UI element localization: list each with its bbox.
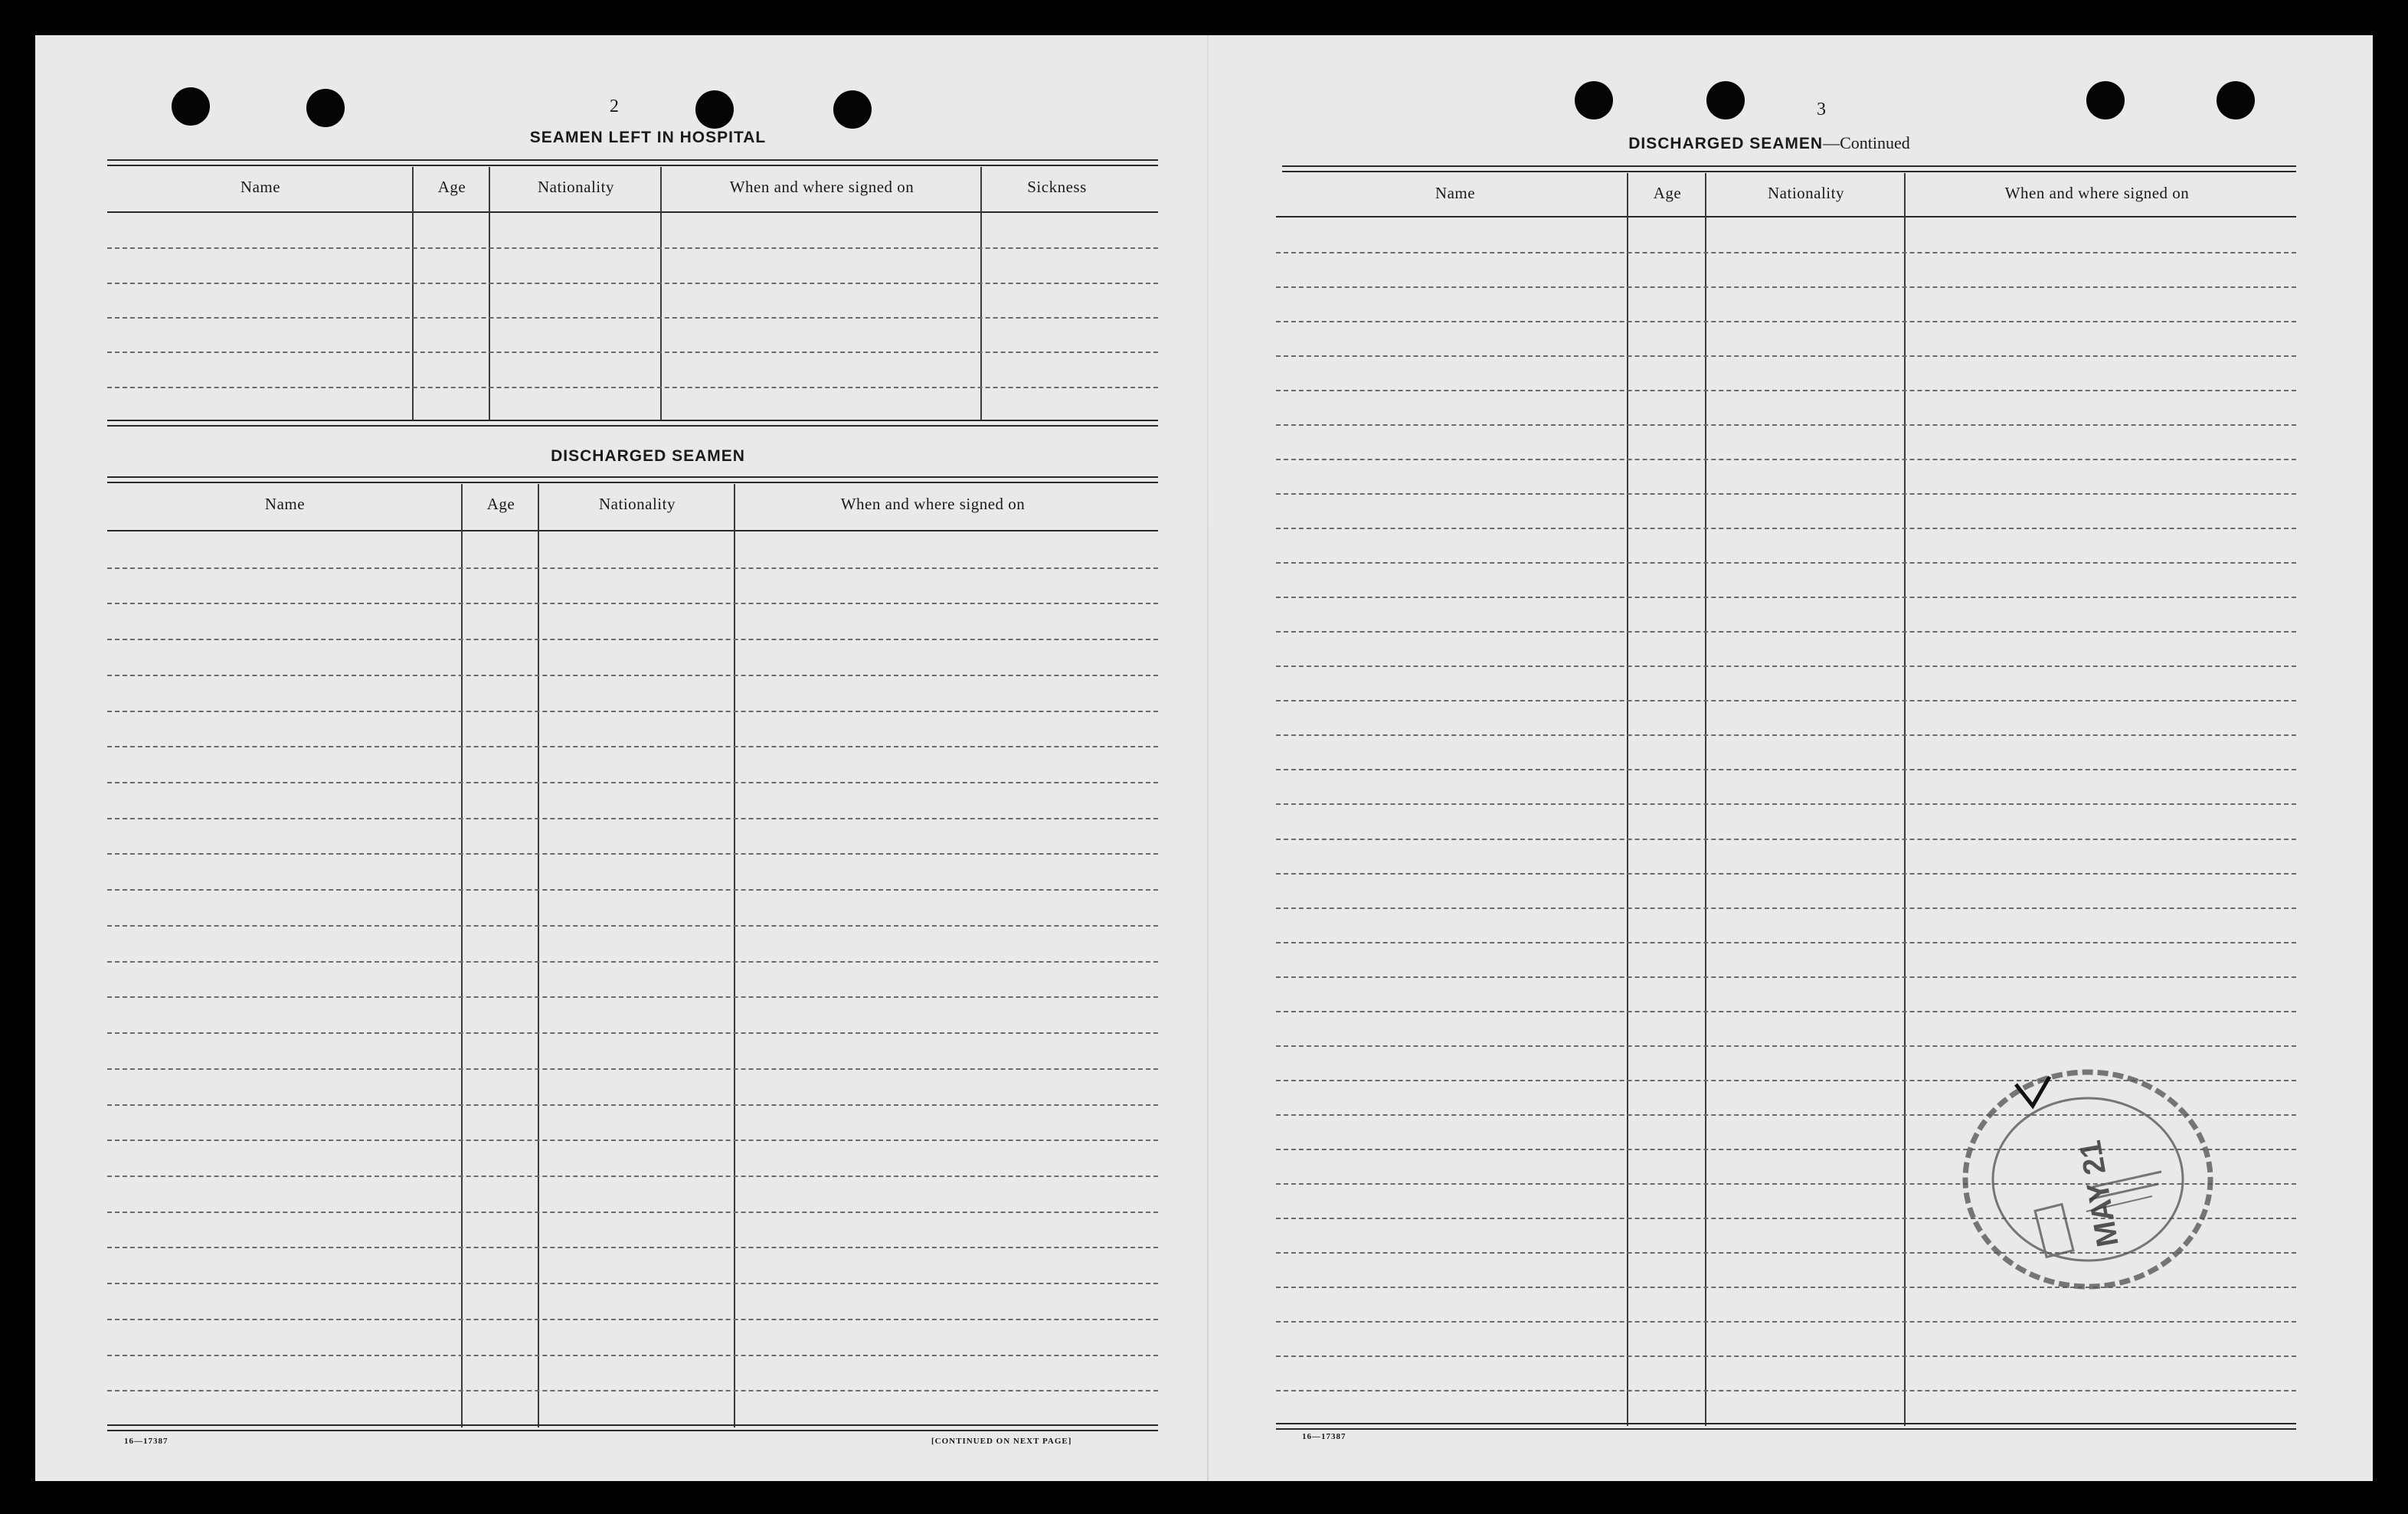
row-rule xyxy=(107,782,1158,783)
row-rule xyxy=(1276,942,2296,943)
hospital-col-signed-on: When and where signed on xyxy=(729,178,914,196)
discharged-col-name: Name xyxy=(264,495,306,513)
punch-hole xyxy=(1706,81,1745,119)
form-code: 16—17387 xyxy=(124,1437,168,1446)
row-rule xyxy=(1276,459,2296,460)
continued-note: [CONTINUED ON NEXT PAGE] xyxy=(931,1437,1072,1446)
row-rule xyxy=(1276,734,2296,736)
row-rule xyxy=(107,283,1158,284)
row-rule xyxy=(107,1355,1158,1356)
discharged-bottom-rule xyxy=(107,1424,1158,1431)
hospital-col-nationality: Nationality xyxy=(538,178,614,196)
discharged-top-rule xyxy=(107,476,1158,483)
row-rule xyxy=(1276,1321,2296,1323)
row-rule xyxy=(107,675,1158,676)
row-rule xyxy=(1276,528,2296,529)
row-rule xyxy=(107,925,1158,927)
punch-hole xyxy=(833,90,872,129)
punch-hole xyxy=(2217,81,2255,119)
row-rule xyxy=(1276,597,2296,598)
discharged-col-nationality: Nationality xyxy=(1768,184,1844,202)
row-rule xyxy=(107,853,1158,855)
row-rule xyxy=(107,567,1158,569)
hospital-col-age: Age xyxy=(437,178,466,196)
row-rule xyxy=(1276,355,2296,357)
row-rule xyxy=(107,889,1158,891)
row-rule xyxy=(107,1068,1158,1070)
row-rule xyxy=(1276,321,2296,322)
row-rule xyxy=(107,387,1158,388)
discharged-col-signed-on: When and where signed on xyxy=(2004,184,2190,202)
discharged-continued-title xyxy=(1539,133,1999,153)
row-rule xyxy=(107,996,1158,998)
stamp-date: MAY 21 xyxy=(2073,1137,2125,1250)
stamp-graphic xyxy=(1942,1057,2233,1294)
row-rule xyxy=(1276,976,2296,978)
row-rule xyxy=(1276,700,2296,701)
row-rule xyxy=(1276,286,2296,288)
row-rule xyxy=(107,247,1158,249)
discharged-col-age: Age xyxy=(1653,184,1682,202)
hospital-bottom-rule xyxy=(107,420,1158,427)
page-number: 2 xyxy=(610,96,619,116)
discharged-top-rule xyxy=(1282,165,2296,172)
row-rule xyxy=(1276,252,2296,253)
row-rule xyxy=(1276,493,2296,495)
row-rule xyxy=(1276,873,2296,875)
row-rule xyxy=(107,1212,1158,1213)
row-rule xyxy=(1276,839,2296,840)
row-rule xyxy=(107,711,1158,712)
punch-hole xyxy=(2086,81,2125,119)
row-rule xyxy=(107,1032,1158,1034)
page-number: 3 xyxy=(1817,100,1826,119)
continued-suffix: —Continued xyxy=(1823,133,1910,152)
row-rule xyxy=(1276,803,2296,805)
row-rule xyxy=(1276,424,2296,426)
circular-date-stamp xyxy=(1942,1057,2233,1294)
row-rule xyxy=(107,1319,1158,1320)
discharged-col-age: Age xyxy=(486,495,515,513)
row-rule xyxy=(107,603,1158,604)
row-rule xyxy=(107,1140,1158,1141)
row-rule xyxy=(1276,1011,2296,1012)
row-rule xyxy=(1276,907,2296,909)
row-rule xyxy=(107,961,1158,963)
row-rule xyxy=(1276,665,2296,667)
row-rule xyxy=(1276,631,2296,633)
discharged-col-nationality: Nationality xyxy=(599,495,676,513)
hospital-col-sickness: Sickness xyxy=(1027,178,1087,196)
row-rule xyxy=(107,639,1158,640)
discharged-col-name: Name xyxy=(1435,184,1476,202)
row-rule xyxy=(1276,562,2296,564)
row-rule xyxy=(107,352,1158,353)
row-rule xyxy=(1276,390,2296,391)
row-rule xyxy=(1276,1355,2296,1357)
punch-hole xyxy=(306,89,345,127)
hospital-rows xyxy=(107,213,1158,421)
discharged-rows xyxy=(107,531,1158,1426)
row-rule xyxy=(1276,1045,2296,1047)
row-rule xyxy=(107,1247,1158,1248)
row-rule xyxy=(1276,769,2296,770)
discharged-col-signed-on: When and where signed on xyxy=(840,495,1026,513)
row-rule xyxy=(1276,1390,2296,1391)
discharged-title-text: DISCHARGED SEAMEN xyxy=(1628,135,1824,152)
row-rule xyxy=(107,818,1158,819)
left-page xyxy=(35,35,1207,1481)
punch-hole xyxy=(172,87,210,126)
hospital-top-rule xyxy=(107,159,1158,166)
hospital-section-title: SEAMEN LEFT IN HOSPITAL xyxy=(529,129,767,146)
punch-hole xyxy=(1575,81,1613,119)
form-code: 16—17387 xyxy=(1302,1432,1346,1441)
row-rule xyxy=(107,1283,1158,1284)
row-rule xyxy=(107,746,1158,747)
row-rule xyxy=(107,1176,1158,1177)
punch-hole xyxy=(695,90,734,129)
row-rule xyxy=(107,1390,1158,1391)
hospital-col-name: Name xyxy=(240,178,281,196)
discharged-bottom-rule xyxy=(1276,1423,2296,1430)
discharged-section-title: DISCHARGED SEAMEN xyxy=(551,447,745,465)
row-rule xyxy=(107,1104,1158,1106)
row-rule xyxy=(107,317,1158,319)
